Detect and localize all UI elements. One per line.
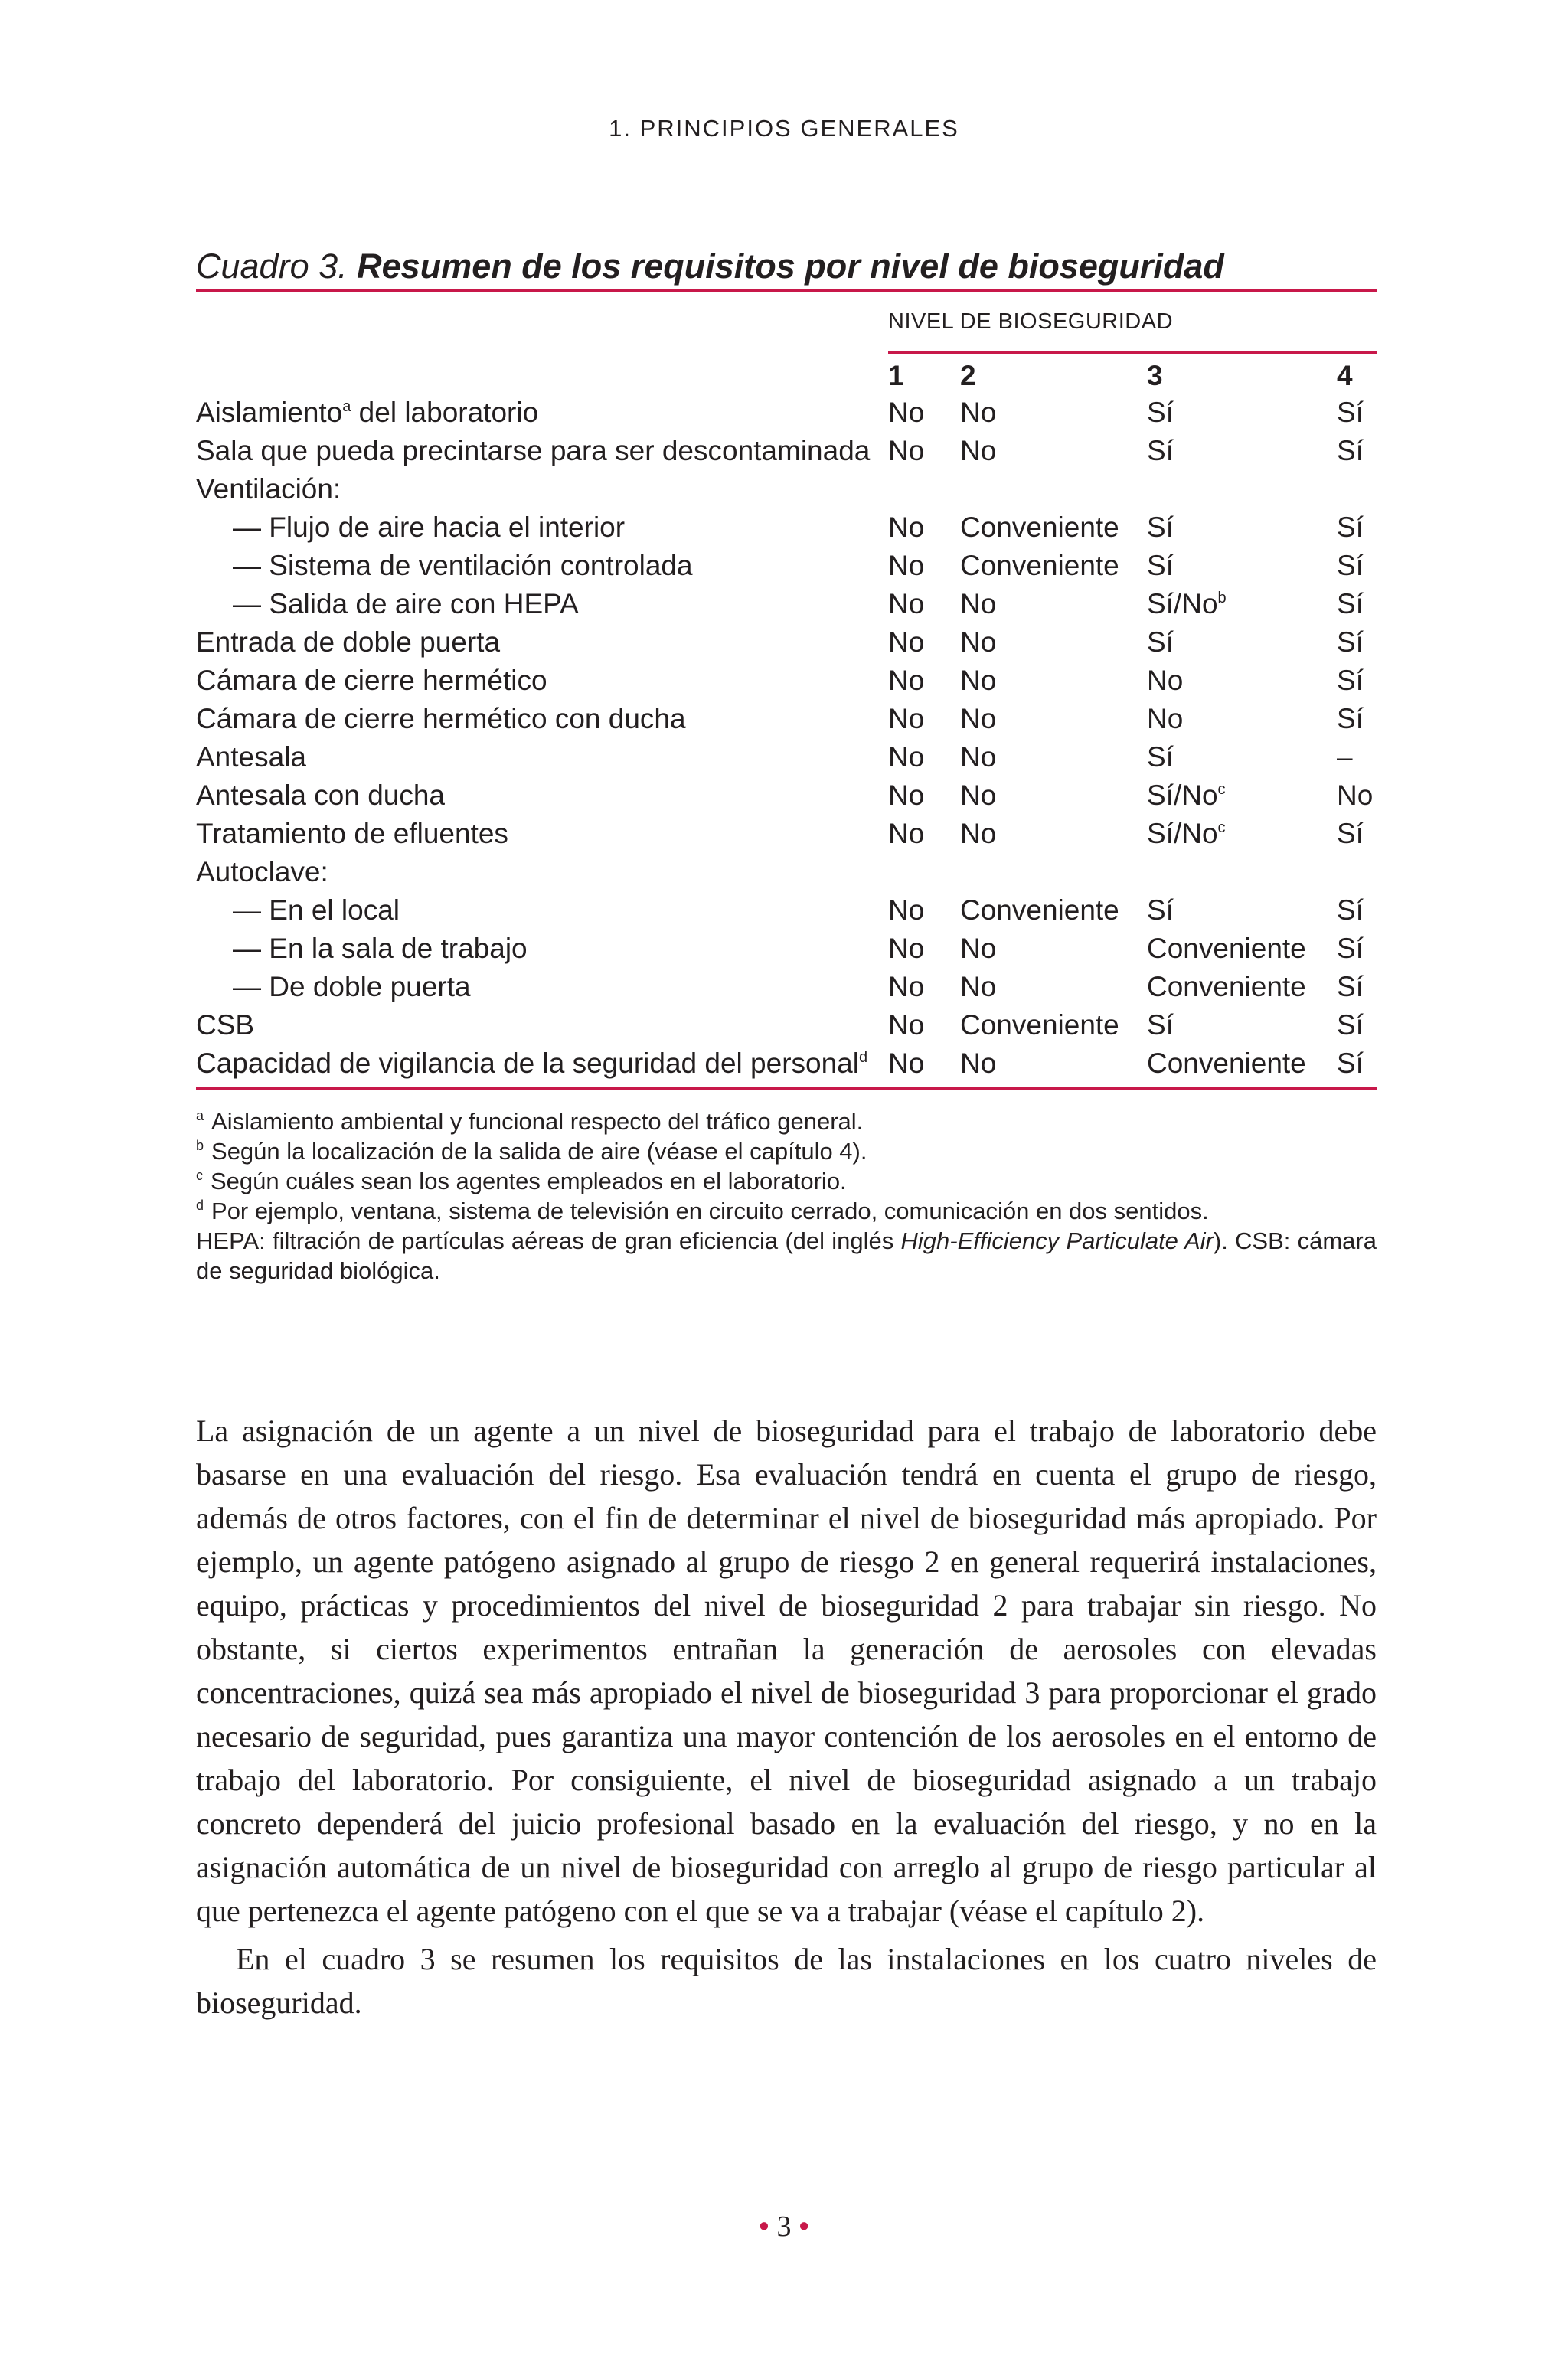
table-row (196, 394, 1377, 432)
row-label: Tratamiento de efluentes (196, 818, 508, 849)
footnote-mark: a (196, 1108, 204, 1123)
level-4-cell: Sí (1337, 665, 1364, 696)
level-3-cell: Sí (1147, 435, 1174, 466)
level-4-cell: Sí (1337, 435, 1364, 466)
level-4-cell: Sí (1337, 1009, 1364, 1041)
level-2-cell: No (960, 933, 997, 964)
table-row (196, 930, 1377, 968)
level-2-cell: No (960, 779, 997, 811)
row-label: — Salida de aire con HEPA (233, 588, 579, 619)
level-header: 3 (1147, 360, 1163, 391)
row-label: Sala que pueda precintarse para ser descontaminada (196, 435, 871, 466)
table-row (196, 738, 1377, 776)
table-row (196, 623, 1377, 662)
table-row (196, 1006, 1377, 1044)
level-2-cell: No (960, 741, 997, 773)
level-3-cell: Sí (1147, 550, 1174, 581)
level-header: 4 (1337, 360, 1353, 391)
running-head: 1. PRINCIPIOS GENERALES (609, 115, 959, 142)
level-4-cell: Sí (1337, 933, 1364, 964)
level-2-cell (960, 853, 1147, 891)
level-header-row (196, 353, 1377, 394)
row-label: Ventilación: (196, 473, 341, 505)
level-1-cell: No (888, 818, 925, 849)
level-1-cell: No (888, 626, 925, 658)
row-label: Autoclave: (196, 856, 328, 887)
abbreviations-note: HEPA: filtración de partículas aéreas de gran eficiencia (del inglés High-Efficiency Particulate Air). CSB: cámara de seguridad biológica. (196, 1227, 1377, 1284)
level-2-cell: Conveniente (960, 894, 1119, 926)
level-4-cell: Sí (1337, 511, 1364, 543)
level-2-cell: No (960, 971, 997, 1002)
row-label: Antesala (196, 741, 306, 773)
level-1-cell: No (888, 933, 925, 964)
bullet-icon: • (759, 2211, 769, 2243)
row-label: — En el local (233, 894, 400, 926)
level-2-cell: Conveniente (960, 1009, 1119, 1041)
level-1-cell: No (888, 779, 925, 811)
level-2-cell: Conveniente (960, 511, 1119, 543)
level-3-cell: Sí (1147, 894, 1174, 926)
level-4-cell: Sí (1337, 703, 1364, 734)
biosafety-table (196, 292, 1377, 1090)
row-label: CSB (196, 1009, 255, 1041)
table-row (196, 585, 1377, 623)
row-label: Cámara de cierre hermético con ducha (196, 703, 686, 734)
row-label: Entrada de doble puerta (196, 626, 501, 658)
level-2-cell: No (960, 818, 997, 849)
level-2-cell: No (960, 626, 997, 658)
level-1-cell: No (888, 665, 925, 696)
row-label: Aislamiento$^a$ del laboratorio (196, 397, 539, 428)
level-3-cell: Conveniente (1147, 1044, 1337, 1089)
level-2-cell (960, 470, 1147, 508)
table-row (196, 968, 1377, 1006)
level-4-cell: Sí (1337, 397, 1364, 428)
table-row (196, 815, 1377, 853)
table-row (196, 891, 1377, 930)
level-4-cell (1337, 470, 1377, 508)
level-3-cell: Sí/No$^c$ (1147, 779, 1226, 811)
group-header-row (196, 292, 1377, 353)
level-2-cell: Conveniente (960, 550, 1119, 581)
level-header: 2 (960, 360, 976, 391)
level-3-cell (1147, 853, 1337, 891)
level-1-cell: No (888, 1009, 925, 1041)
page-number-value: 3 (776, 2211, 792, 2243)
level-1-cell: No (888, 511, 925, 543)
footnote-mark: c (196, 1168, 203, 1183)
level-2-cell: No (960, 397, 997, 428)
level-4-cell: No (1337, 779, 1374, 811)
table-row (196, 470, 1377, 508)
row-label: Capacidad de vigilancia de la seguridad del personal$^d$ (196, 1044, 888, 1089)
row-label: Cámara de cierre hermético (196, 665, 547, 696)
footnote: $^d$ Por ejemplo, ventana, sistema de televisión en circuito cerrado, comunicación en dos sentidos. (196, 1198, 1209, 1224)
level-1-cell: No (888, 703, 925, 734)
footnote-mark: c (1217, 781, 1226, 798)
row-label: — De doble puerta (233, 971, 471, 1002)
level-4-cell: Sí (1337, 1044, 1377, 1089)
level-3-cell: No (1147, 703, 1184, 734)
level-4-cell (1337, 853, 1377, 891)
level-3-cell: Sí (1147, 741, 1174, 773)
footnote: $^b$ Según la localización de la salida de aire (véase el capítulo 4). (196, 1138, 867, 1165)
footnote-mark: d (858, 1049, 868, 1066)
page-number (0, 2210, 1568, 2244)
level-3-cell: No (1147, 665, 1184, 696)
level-1-cell (888, 470, 960, 508)
level-4-cell: Sí (1337, 894, 1364, 926)
level-1-cell: No (888, 971, 925, 1002)
row-label: — Sistema de ventilación controlada (233, 550, 693, 581)
level-3-cell: Sí (1147, 1009, 1174, 1041)
level-1-cell: No (888, 588, 925, 619)
level-1-cell: No (888, 1044, 960, 1089)
level-1-cell: No (888, 741, 925, 773)
level-1-cell: No (888, 550, 925, 581)
row-label: Antesala con ducha (196, 779, 446, 811)
level-2-cell: No (960, 588, 997, 619)
paragraph: La asignación de un agente a un nivel de bioseguridad para el trabajo de laboratorio debe basarse en una evaluación del riesgo. Esa evaluación tendrá en cuenta el grupo de riesgo, además de otros factores, con el fin de determinar el nivel de bioseguridad más apropiado. Por ejemplo, un agente patógeno asignado al grupo de riesgo 2 en general requerirá instalaciones, equipo, prácticas y procedimientos del nivel de bioseguridad 2 para trabajar sin riesgo. No obstante, si ciertos experimentos entrañan la generación de aerosoles con elevadas concentraciones, quizá sea más apropiado el nivel de bioseguridad 3 para proporcionar el grado necesario de seguridad, pues garantiza una mayor contención de los aerosoles en el entorno de trabajo del laboratorio. Por consiguiente, el nivel de bioseguridad asignado a un trabajo concreto dependerá del juicio profesional basado en la evaluación del riesgo, y no en la asignación automática de un nivel de bioseguridad con arreglo al grupo de riesgo particular al que pertenezca el agente patógeno con el que se va a trabajar (véase el capítulo 2). (196, 1413, 1377, 1928)
level-4-cell: Sí (1337, 588, 1364, 619)
level-3-cell: Conveniente (1147, 971, 1306, 1002)
level-3-cell: Conveniente (1147, 933, 1306, 964)
footnote: $^c$ Según cuáles sean los agentes empleados en el laboratorio. (196, 1168, 847, 1194)
level-3-cell: Sí (1147, 626, 1174, 658)
table-row (196, 1044, 1377, 1089)
footnote-mark: b (196, 1138, 204, 1153)
row-label: — En la sala de trabajo (233, 933, 528, 964)
bullet-icon: • (799, 2211, 809, 2243)
table-row (196, 853, 1377, 891)
footnote-mark: b (1217, 590, 1227, 606)
footnote-mark: d (196, 1198, 204, 1213)
level-1-cell (888, 853, 960, 891)
table-row (196, 700, 1377, 738)
level-1-cell: No (888, 894, 925, 926)
table-notes (196, 1106, 1377, 1286)
table-row (196, 662, 1377, 700)
level-4-cell: Sí (1337, 818, 1364, 849)
level-2-cell: No (960, 665, 997, 696)
level-3-cell (1147, 470, 1337, 508)
level-1-cell: No (888, 435, 925, 466)
table-row (196, 432, 1377, 470)
table-row (196, 547, 1377, 585)
level-2-cell: No (960, 703, 997, 734)
level-1-cell: No (888, 397, 925, 428)
footnote-list (196, 1106, 1377, 1226)
level-2-cell: No (960, 1044, 1147, 1089)
table-block (196, 245, 1377, 1286)
table-row (196, 776, 1377, 815)
row-label: — Flujo de aire hacia el interior (233, 511, 626, 543)
level-3-cell: Sí/No$^c$ (1147, 818, 1226, 849)
level-4-cell: Sí (1337, 626, 1364, 658)
table-caption (196, 245, 1377, 289)
footnote: $^a$ Aislamiento ambiental y funcional respecto del tráfico general. (196, 1108, 864, 1135)
abbreviation-italic: High-Efficiency Particulate Air (900, 1227, 1214, 1254)
footnote-mark: a (342, 398, 351, 415)
body-text (196, 1409, 1377, 2025)
level-4-cell: Sí (1337, 550, 1364, 581)
level-3-cell: Sí (1147, 511, 1174, 543)
level-2-cell: No (960, 435, 997, 466)
level-header: 1 (888, 360, 904, 391)
group-header: NIVEL DE BIOSEGURIDAD (888, 292, 1377, 353)
caption-title: Resumen de los requisitos por nivel de bioseguridad (357, 247, 1224, 286)
level-4-cell: Sí (1337, 971, 1364, 1002)
level-3-cell: Sí/No$^b$ (1147, 588, 1227, 619)
footnote-mark: c (1217, 819, 1226, 836)
level-3-cell: Sí (1147, 397, 1174, 428)
paragraph: En el cuadro 3 se resumen los requisitos de las instalaciones en los cuatro niveles de bioseguridad. (196, 1942, 1377, 2020)
table-row (196, 508, 1377, 547)
caption-label: Cuadro 3. (196, 247, 348, 286)
level-4-cell: – (1337, 741, 1353, 773)
table-body (196, 394, 1377, 1089)
